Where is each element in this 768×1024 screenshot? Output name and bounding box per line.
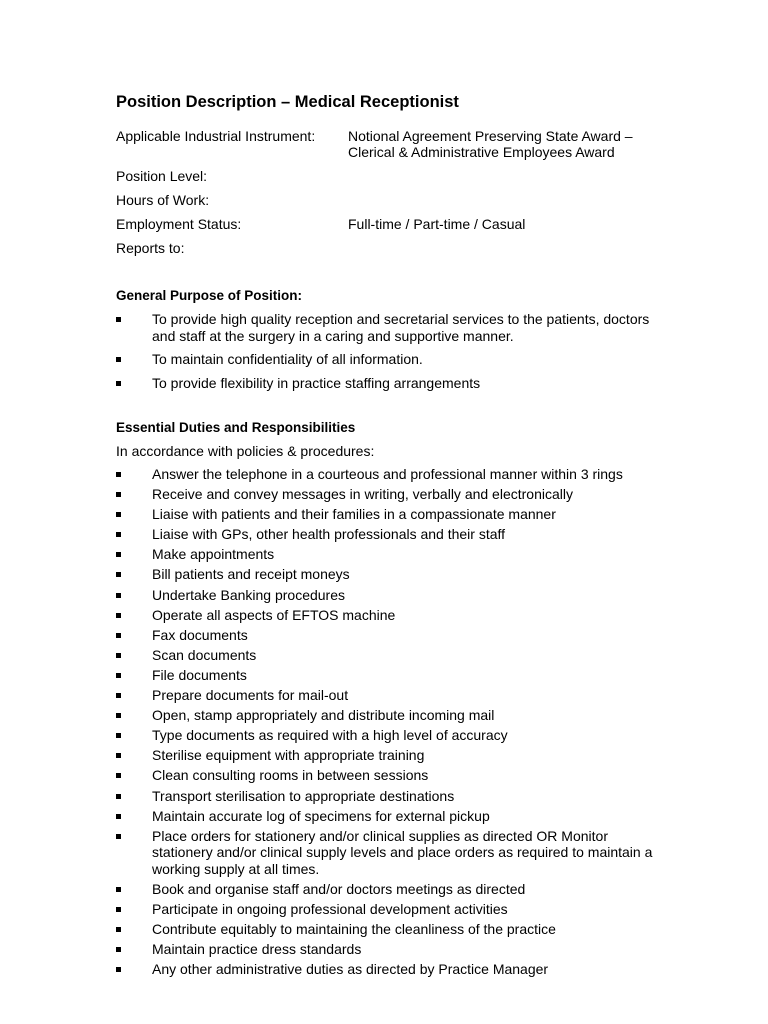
bullet-icon [116, 673, 121, 678]
list-item [116, 667, 656, 684]
list-item [116, 921, 656, 938]
spacer [116, 398, 656, 420]
bullet-icon [116, 814, 121, 819]
bullet-icon [116, 512, 121, 517]
list-item-text: Maintain accurate log of specimens for external pickup [152, 807, 490, 824]
general-purpose-heading: General Purpose of Position: [116, 288, 303, 303]
bullet-icon [116, 927, 121, 932]
field-value: Full-time / Part-time / Casual [348, 216, 526, 232]
field-row-industrial-instrument [116, 128, 656, 160]
list-item-text: Liaise with GPs, other health professionals and their staff [152, 526, 506, 543]
list-item-text: Undertake Banking procedures [152, 586, 346, 603]
field-value [348, 168, 656, 184]
position-fields [116, 128, 656, 256]
bullet-icon [116, 967, 121, 972]
list-item-text: Prepare documents for mail-out [152, 687, 349, 704]
list-item [116, 587, 656, 604]
list-item-text: Clean consulting rooms in between sessions [152, 767, 429, 784]
list-item [116, 526, 656, 543]
list-item [116, 466, 656, 483]
list-item-text: Type documents as required with a high level of accuracy [152, 727, 508, 744]
bullet-icon [116, 633, 121, 638]
list-item [116, 311, 656, 344]
bullet-icon [116, 653, 121, 658]
field-row-hours-of-work [116, 192, 656, 208]
list-item [116, 828, 656, 878]
list-item-text: Make appointments [152, 546, 275, 563]
list-item [116, 375, 656, 392]
document-title: Position Description – Medical Receptionist [116, 93, 459, 111]
field-row-reports-to [116, 240, 656, 256]
list-item-text: Operate all aspects of EFTOS machine [152, 606, 396, 623]
general-purpose-list [116, 311, 656, 391]
bullet-icon [116, 834, 121, 839]
list-item-text: Book and organise staff and/or doctors meetings as directed [152, 880, 526, 897]
duties-intro: In accordance with policies & procedures: [116, 443, 375, 459]
field-value [348, 240, 656, 256]
list-item-text: Transport sterilisation to appropriate destinations [152, 787, 455, 804]
list-item-text: To maintain confidentiality of all information. [152, 351, 423, 367]
field-label: Position Level: [116, 168, 208, 184]
list-item-text: Any other administrative duties as directed by Practice Manager [152, 961, 549, 978]
list-item [116, 546, 656, 563]
duties-heading: Essential Duties and Responsibilities [116, 420, 356, 435]
list-item [116, 647, 656, 664]
bullet-icon [116, 552, 121, 557]
field-label: Employment Status: [116, 216, 242, 232]
list-item [116, 808, 656, 825]
list-item-text: Liaise with patients and their families in a compassionate manner [152, 506, 556, 523]
bullet-icon [116, 713, 121, 718]
bullet-icon [116, 572, 121, 577]
list-item-text: Answer the telephone in a courteous and professional manner within 3 rings [152, 466, 623, 482]
bullet-icon [116, 693, 121, 698]
list-item [116, 941, 656, 958]
list-item-text: To provide high quality reception and secretarial services to the patients, doctors and staff at the surgery in a caring and supportive manner. [152, 311, 650, 344]
list-item-text: Maintain practice dress standards [152, 941, 362, 958]
field-row-position-level [116, 168, 656, 184]
bullet-icon [116, 887, 121, 892]
list-item [116, 607, 656, 624]
list-item-text: To provide flexibility in practice staffing arrangements [152, 374, 481, 391]
field-row-employment-status [116, 216, 656, 232]
list-item [116, 506, 656, 523]
list-item-text: Receive and convey messages in writing, verbally and electronically [152, 486, 573, 503]
bullet-icon [116, 381, 121, 386]
list-item [116, 747, 656, 764]
bullet-icon [116, 753, 121, 758]
bullet-icon [116, 492, 121, 497]
list-item-text: Fax documents [152, 626, 248, 643]
spacer [116, 264, 656, 288]
field-label: Hours of Work: [116, 192, 210, 208]
bullet-icon [116, 532, 121, 537]
field-label: Reports to: [116, 240, 185, 256]
list-item [116, 566, 656, 583]
list-item [116, 881, 656, 898]
list-item [116, 351, 656, 368]
list-item [116, 707, 656, 724]
bullet-icon [116, 357, 121, 362]
list-item [116, 727, 656, 744]
list-item-text: File documents [152, 666, 247, 683]
bullet-icon [116, 613, 121, 618]
list-item [116, 687, 656, 704]
list-item [116, 788, 656, 805]
list-item [116, 627, 656, 644]
field-label: Applicable Industrial Instrument: [116, 128, 316, 144]
document-page [116, 90, 656, 981]
bullet-icon [116, 317, 121, 322]
bullet-icon [116, 773, 121, 778]
list-item-text: Open, stamp appropriately and distribute incoming mail [152, 707, 495, 724]
list-item-text: Sterilise equipment with appropriate training [152, 747, 425, 764]
bullet-icon [116, 733, 121, 738]
bullet-icon [116, 472, 121, 477]
list-item-text: Contribute equitably to maintaining the cleanliness of the practice [152, 920, 556, 937]
list-item-text: Bill patients and receipt moneys [152, 566, 350, 583]
list-item [116, 901, 656, 918]
list-item-text: Place orders for stationery and/or clinical supplies as directed OR Monitor stationery and/or clinical supply levels and place orders as required to maintain a working supply at all times. [152, 827, 653, 877]
bullet-icon [116, 907, 121, 912]
field-value: Notional Agreement Preserving State Award – Clerical & Administrative Employees Award [348, 128, 633, 160]
field-value [348, 192, 656, 208]
bullet-icon [116, 794, 121, 799]
list-item-text: Participate in ongoing professional development activities [152, 900, 508, 917]
list-item [116, 767, 656, 784]
bullet-icon [116, 947, 121, 952]
list-item [116, 961, 656, 978]
list-item [116, 486, 656, 503]
list-item-text: Scan documents [152, 646, 257, 663]
duties-list [116, 466, 656, 978]
bullet-icon [116, 593, 121, 598]
